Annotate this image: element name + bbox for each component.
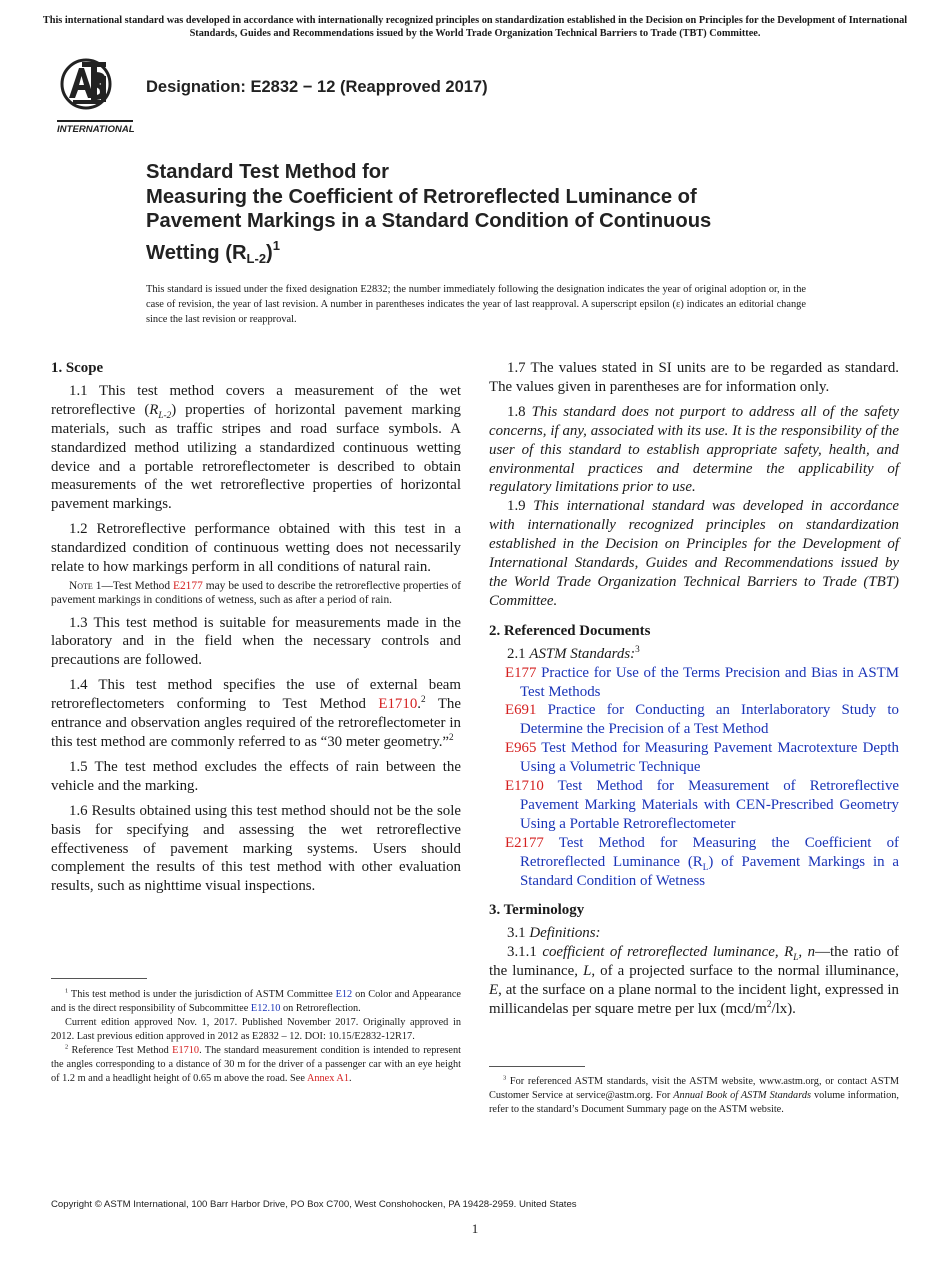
- document-title: [146, 160, 836, 271]
- ref-e177[interactable]: E177 Practice for Use of the Terms Precision and Bias in ASTM Test Methods: [505, 664, 899, 700]
- right-column: [489, 359, 899, 1019]
- designation: Designation: E2832 − 12 (Reapproved 2017): [146, 78, 488, 96]
- para-1-3: 1.3 This test method is suitable for measurements made in the laboratory and in the field when the necessary controls and precautions are followed.: [51, 614, 461, 669]
- astm-logo: [53, 54, 135, 134]
- section-heading-scope: 1. Scope: [51, 360, 104, 376]
- astm-standards-label: 2.1 ASTM Standards:$^3$: [507, 643, 640, 662]
- footnotes-right: [489, 1075, 899, 1117]
- footnote-3: $^3$ For referenced ASTM standards, visit the ASTM website, www.astm.org, or contact ASTM Customer Service at service@astm.org. For Annual Book of ASTM Standards volume information, refer to the standard’s Document Summary page on the ASTM website.: [489, 1074, 899, 1115]
- link-e1710[interactable]: E1710: [378, 696, 418, 713]
- footnote-2: $^2$ Reference Test Method E1710. The standard measurement condition is intended to represent the angles corresponding to a distance of 30 m for the driver of a passenger car with an eye height of 1.2 m and a headlight height of 0.65 m above the road. See Annex A1.: [51, 1043, 461, 1084]
- para-1-1: 1.1 This test method covers a measurement of the wet retroreflective $(R_{L-2})$ properties of horizontal pavement marking materials, such as traffic stripes and road surface symbols. A standardized method utilizing a standardized continuous wetting device and a portable retroreflectometer is described to obtain measurements of the wet retroreflective properties of horizontal pavement markings.: [51, 382, 461, 513]
- astm-logo-icon: [53, 54, 135, 134]
- note-1: Note 1—Test Method E2177 may be used to describe the retroreflective properties of pavement markings in conditions of wetness, such as after a period of rain.: [51, 579, 461, 606]
- logo-wordmark: INTERNATIONAL: [57, 124, 135, 134]
- title-line-1: Standard Test Method for: [146, 161, 389, 183]
- link-e1710-footnote[interactable]: E1710: [172, 1045, 200, 1056]
- footnote-rule-right: [489, 1066, 585, 1067]
- wto-notice: This international standard was developed in accordance with internationally recognized principles on standardization established in the Decision on Principles for the Development of International Standards, Guides and Recommendations issued by the World Trade Organization Technical Barriers to Trade (TBT) Committee.: [42, 15, 908, 39]
- ref-e965[interactable]: E965 Test Method for Measuring Pavement Macrotexture Depth Using a Volumetric Technique: [505, 740, 899, 776]
- title-line-3: Pavement Markings in a Standard Condition of Continuous: [146, 210, 712, 233]
- preamble: This standard is issued under the fixed designation E2832; the number immediately following the designation indicates the year of original adoption or, in the case of revision, the year of last revision. A number in parentheses indicates the year of last reapproval. A superscript epsilon (ε) indicates an editorial change since the last revision or reapproval.: [146, 284, 806, 325]
- para-1-8: 1.8 This standard does not purport to address all of the safety concerns, if any, associated with its use. It is the responsibility of the user of this standard to establish appropriate safety, health, and environmental practices and determine the applicability of regulatory limitations prior to use.: [489, 403, 899, 496]
- footnote-rule-left: [51, 978, 147, 979]
- para-1-5: 1.5 The test method excludes the effects of rain between the vehicle and the marking.: [51, 758, 461, 794]
- para-1-9: 1.9 This international standard was developed in accordance with internationally recognized principles on standardization established in the Decision on Principles for the Development of International Standards, Guides and Recommendations issued by the World Trade Organization Technical Barriers to Trade (TBT) Committee.: [489, 498, 899, 609]
- page-number: 1: [471, 1221, 479, 1236]
- para-1-7: 1.7 The values stated in SI units are to be regarded as standard. The values given in parentheses are for information only.: [489, 360, 899, 395]
- link-e12[interactable]: E12: [335, 989, 353, 1000]
- ref-e691[interactable]: E691 Practice for Conducting an Interlaboratory Study to Determine the Precision of a Test Method: [505, 702, 899, 738]
- ref-e1710[interactable]: E1710 Test Method for Measurement of Retroreflective Pavement Marking Materials with CEN-Prescribed Geometry Using a Portable Retroreflectometer: [505, 778, 899, 832]
- link-annex-a1[interactable]: Annex A1: [306, 1073, 349, 1084]
- left-column: [51, 359, 461, 896]
- section-heading-terminology: 3. Terminology: [489, 902, 585, 919]
- link-e12-10[interactable]: E12.10: [250, 1003, 281, 1014]
- para-1-6: 1.6 Results obtained using this test method should not be the sole basis for specifying and assessing the wet retroreflective effectiveness of pavement marking systems. Users should complement the results of this test method with other evaluation results, such as nighttime visual inspections.: [51, 802, 461, 895]
- footnote-edition: Current edition approved Nov. 1, 2017. Published November 2017. Originally approved in 2012. Last previous edition approved in 2012 as E2832 – 12. DOI: 10.15/E2832-12R17.: [51, 1017, 461, 1042]
- copyright-line: Copyright © ASTM International, 100 Barr Harbor Drive, PO Box C700, West Conshohocken, PA 19428-2959. United States: [51, 1199, 577, 1210]
- para-1-4: 1.4 This test method specifies the use of external beam retroreflectometers conforming to Test Method E1710.$^2$ The entrance and observation angles required of the retroreflectometer in this test method are commonly referred to as “30 meter geometry.”$^2$: [51, 677, 461, 750]
- para-1-2: 1.2 Retroreflective performance obtained with this test in a standardized condition of continuous wetting does not necessarily relate to how markings perform in all conditions of natural rain.: [51, 521, 461, 576]
- definitions-label: 3.1 Definitions:: [507, 925, 601, 942]
- title-line-4: Wetting $(R_{L-2})^1$: [146, 237, 281, 266]
- footnote-1: $^1$ This test method is under the jurisdiction of ASTM Committee E12 on Color and Appearance and is the direct responsibility of Subcommittee E12.10 on Retroreflection.: [51, 987, 461, 1014]
- footnotes-left: [51, 988, 461, 1086]
- title-line-2: Measuring the Coefficient of Retroreflected Luminance of: [146, 185, 697, 208]
- definition-3-1-1: 3.1.1 coefficient of retroreflected luminance, $R_L$, n—the ratio of the luminance, L, of a projected surface to the normal illuminance, E, at the surface on a plane normal to the incident light, expressed in millicandelas per square metre per lux $(mcd/m^2/lx)$.: [489, 944, 899, 1017]
- ref-e2177[interactable]: E2177 Test Method for Measuring the Coefficient of Retroreflected Luminance $(R_L)$ of Pavement Markings in a Standard Condition of Wetness: [505, 834, 899, 889]
- section-heading-referenced: 2. Referenced Documents: [489, 622, 651, 639]
- link-e2177[interactable]: E2177: [173, 579, 203, 592]
